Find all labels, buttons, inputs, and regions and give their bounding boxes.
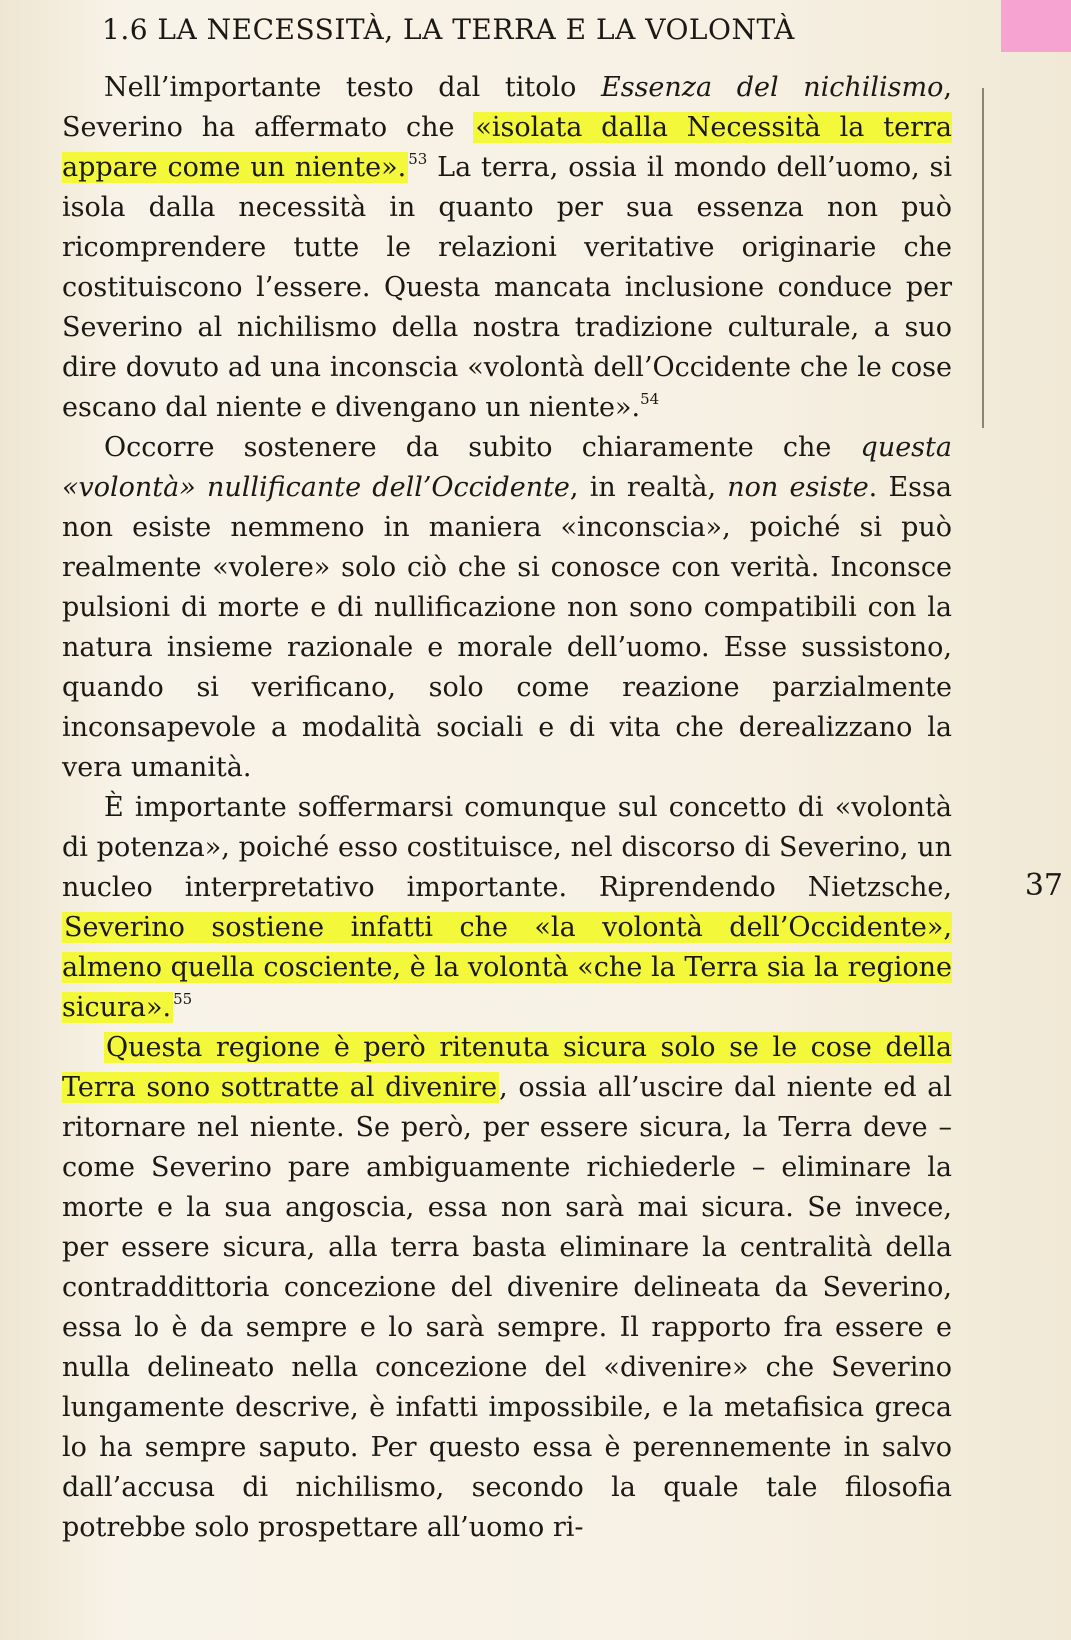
footnote-55: 55 <box>173 990 193 1008</box>
paragraph-1: Nell’importante testo dal titolo Essenza del nichilismo, Severino ha affermato che «isolata dalla Necessità la terra appare come un niente». $^{53}$ La terra, ossia il mondo dell’uomo, si isola dalla necessità in quanto per sua essenza non può ricomprendere tutte le relazioni veritative originarie che costituiscono l’essere. Questa mancata inclusione conduce per Severino al nichilismo della nostra tradizione culturale, a suo dire dovuto ad una inconscia «volontà dell’Occidente che le cose escano dal niente e divengano un niente».$^{54}$ <box>62 72 953 423</box>
highlighted-quote: «isolata dalla Necessità la terra appare come un niente». <box>62 112 953 183</box>
section-title: 1.6 LA NECESSITÀ, LA TERRA E LA VOLONTÀ <box>102 13 795 46</box>
highlighted-quote: Severino sostiene infatti che «la volontà dell’Occidente», almeno quella cosciente, è la volontà «che la Terra sia la regione sicura». <box>62 912 952 1023</box>
paragraph-4: Questa regione è però ritenuta sicura solo se le cose della Terra sono sottratte al divenire, ossia all’uscire dal niente ed al ritornare nel niente. Se però, per essere sicura, la Terra deve – come Severino pare ambiguamente richiederle – eliminare la morte e la sua angoscia, essa non sarà mai sicura. Se invece, per essere sicura, alla terra basta eliminare la centralità della contraddittoria concezione del divenire delineata da Severino, essa lo è da sempre e lo sarà sempre. Il rapporto fra essere e nulla delineato nella concezione del «divenire» che Severino lungamente descrive, è infatti impossibile, e la metafisica greca lo ha sempre saputo. Per questo essa è perennemente in salvo dall’accusa di nichilismo, secondo la quale tale filosofia potrebbe solo prospettare all’uomo ri- <box>62 1032 952 1543</box>
pink-page-tab <box>1001 0 1071 52</box>
paragraph-2: Occorre sostenere da subito chiaramente che questa «volontà» nullificante dell’Occidente, in realtà, non esiste. Essa non esiste nemmeno in maniera «inconscia», poiché si può realmente «volere» solo ciò che si conosce con verità. Inconsce pulsioni di morte e di nullificazione non sono compatibili con la natura insieme razionale e morale dell’uomo. Esse sussistono, quando si verificano, solo come reazione parzialmente inconsapevole a modalità sociali e di vita che derealizzano la vera umanità. <box>62 432 952 783</box>
footnote-53: 53 <box>408 150 428 168</box>
text-block <box>62 10 952 1548</box>
paragraph-3: È importante soffermarsi comunque sul concetto di «volontà di potenza», poiché esso costituisce, nel discorso di Severino, un nucleo interpretativo importante. Riprendendo Nietzsche, Severino sostiene infatti che «la volontà dell’Occidente», almeno quella cosciente, è la volontà «che la Terra sia la regione sicura». $^{55}$ <box>62 792 952 1023</box>
footnote-54: 54 <box>640 390 660 408</box>
page-number: 37 <box>1024 868 1063 903</box>
margin-pencil-mark <box>982 88 984 428</box>
highlighted-sentence: Questa regione è però ritenuta sicura solo se le cose della Terra sono sottratte al divenire <box>62 1032 952 1103</box>
